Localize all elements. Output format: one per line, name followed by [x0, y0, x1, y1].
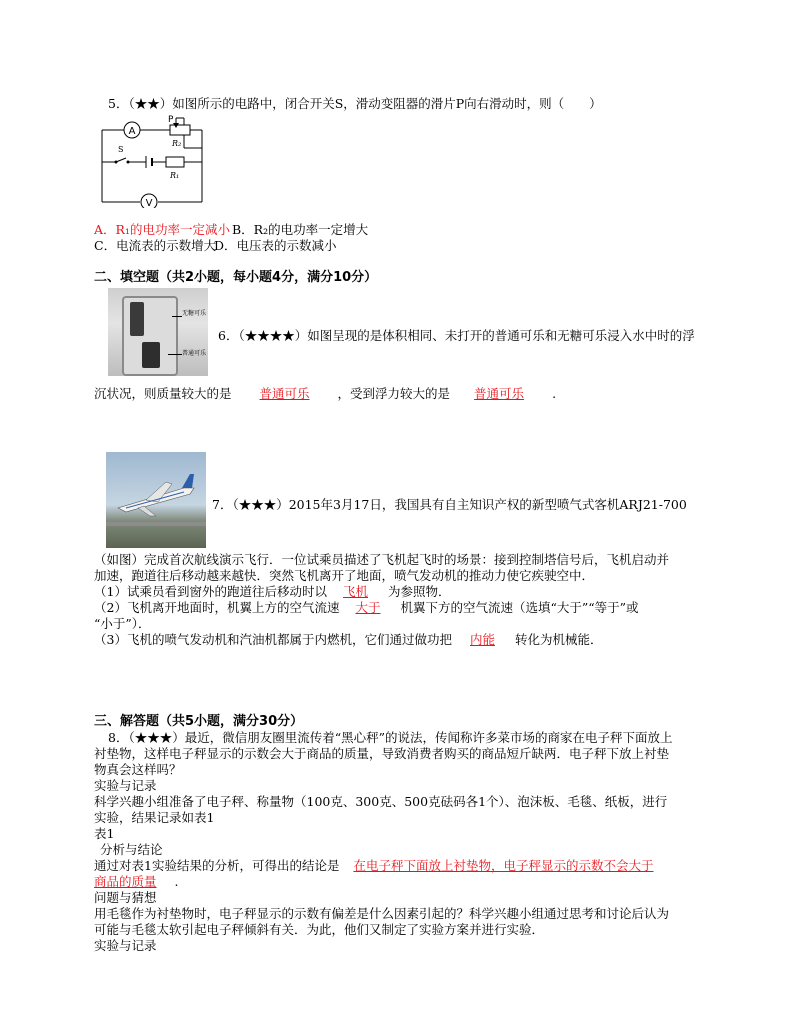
q7-sub-1: （1）试乘员看到窗外的跑道往后移动时以 飞机 为参照物．	[94, 584, 451, 599]
q6-answer-1: 普通可乐	[259, 386, 310, 401]
q8-line5: 科学兴趣小组准备了电子秤、称量物（100克、300克、500克砝码各1个）、泡沫板、毛毯、纸板，进行	[94, 794, 668, 809]
q5-option-c: C．电流表的示数增大	[94, 238, 217, 253]
q8-answer-part2: 商品的质量	[94, 874, 157, 889]
q8-experiment-heading-2: 实验与记录	[94, 938, 157, 953]
q6-stem-line1: 6．（★★★★）如图呈现的是体积相同、未打开的普通可乐和无糖可乐浸入水中时的浮	[218, 328, 695, 343]
q7-answer-1: 飞机	[342, 584, 368, 599]
q8-conclusion-cont: 商品的质量 .	[94, 874, 179, 889]
q8-question-heading: 问题与猜想	[94, 890, 157, 905]
q5-stem: 5．（★★）如图所示的电路中，闭合开关S，滑动变阻器的滑片P向右滑动时，则（ ）	[108, 96, 602, 111]
r1-label: R₁	[170, 171, 180, 180]
q7-stem-line2: （如图）完成首次航线演示飞行．一位试乘员描述了飞机起飞时的场景：接到控制塔信号后，飞机启动并	[94, 552, 670, 567]
q8-line3: 物真会这样吗？	[94, 762, 182, 777]
q8-line13: 可能与毛毯太软引起电子秤倾斜有关．为此，他们又制定了实验方案并进行实验．	[94, 922, 545, 937]
q8-answer-part1: 在电子秤下面放上衬垫物，电子秤显示的示数不会大于	[353, 858, 654, 873]
section-2-heading: 二、填空题（共2小题，每小题4分，满分10分）	[94, 270, 378, 285]
q8-line2: 衬垫物，这样电子秤显示的示数会大于商品的质量，导致消费者购买的商品短斤缺两．电子秤下放上衬垫	[94, 746, 670, 761]
r2-label: R₂	[172, 139, 182, 148]
q7-answer-2: 大于	[355, 600, 381, 615]
q5-option-d: D．电压表的示数减小	[214, 238, 337, 253]
airplane-icon	[106, 452, 206, 548]
q6-label-sugar-free: 无糖可乐	[182, 310, 207, 317]
q8-line6: 实验，结果记录如表1	[94, 810, 215, 825]
voltmeter-icon	[141, 194, 157, 208]
q7-answer-3: 内能	[469, 632, 495, 647]
q7-airplane-image	[106, 452, 206, 548]
q6-cola-image	[108, 288, 208, 376]
battery-icon	[146, 156, 152, 168]
q7-sub-3: （3）飞机的喷气发动机和汽油机都属于内燃机，它们通过做功把 内能 转化为机械能．	[94, 632, 603, 647]
circuit-diagram	[96, 112, 216, 208]
voltmeter-label: V	[145, 198, 153, 208]
q6-stem-line2: 沉状况，则质量较大的是 普通可乐 ，受到浮力较大的是 普通可乐 .	[94, 386, 557, 401]
q8-line1: 8．（★★★）最近，微信朋友圈里流传着“黑心秤”的说法，传闻称许多菜市场的商家在电子秤下面放上	[108, 730, 673, 745]
q6-label-regular: 普通可乐	[182, 350, 207, 357]
q8-table-label: 表1	[94, 826, 115, 841]
q7-sub-2-cont: “小于”）．	[94, 616, 151, 631]
q7-stem-line1: 7．（★★★）2015年3月17日，我国具有自主知识产权的新型喷气式客机ARJ21-700	[212, 497, 687, 512]
q7-stem-line3: 加速，跑道往后移动越来越快．突然飞机离开了地面，喷气发动机的推动力使它疾驶空中．	[94, 568, 595, 583]
q8-conclusion-line: 通过对表1实验结果的分析，可得出的结论是 在电子秤下面放上衬垫物，电子秤显示的示数不会大于	[94, 858, 654, 873]
q8-line12: 用毛毯作为衬垫物时，电子秤显示的示数有偏差是什么因素引起的？科学兴趣小组通过思考和讨论后认为	[94, 906, 670, 921]
q8-analysis-heading: 分析与结论	[100, 842, 163, 857]
resistor-r1-icon	[166, 157, 184, 180]
resistor-r2-icon	[168, 115, 190, 148]
ammeter-icon	[124, 122, 140, 138]
q7-sub-2: （2）飞机离开地面时，机翼上方的空气流速 大于 机翼下方的空气流速（选填“大于”“等于”或	[94, 600, 639, 615]
section-3-heading: 三、解答题（共5小题，满分30分）	[94, 714, 304, 729]
q6-answer-2: 普通可乐	[474, 386, 525, 401]
slider-label: P	[168, 115, 174, 125]
switch-label: S	[118, 145, 124, 154]
q5-option-a: A．R₁的电功率一定减小	[94, 222, 230, 237]
switch-icon	[115, 145, 130, 164]
q5-option-b: B．R₂的电功率一定增大	[232, 222, 369, 237]
q8-experiment-heading: 实验与记录	[94, 778, 157, 793]
ammeter-label: A	[128, 126, 136, 137]
